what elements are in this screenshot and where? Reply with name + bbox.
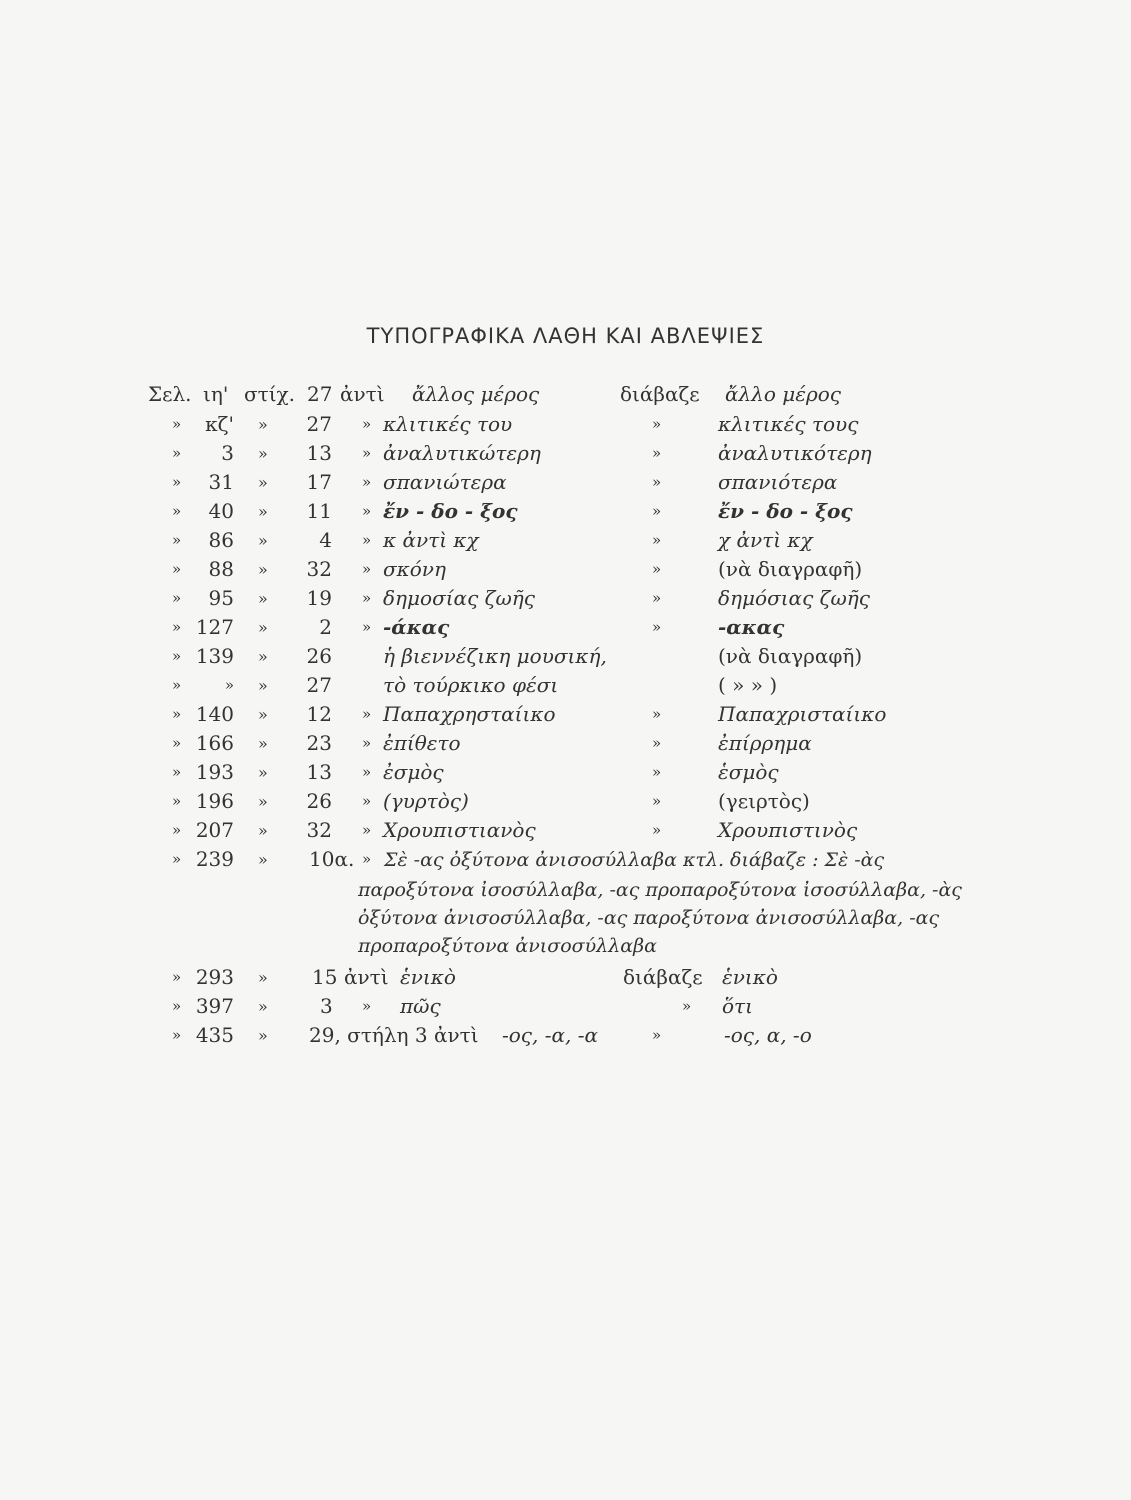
line-ref: 12 xyxy=(306,702,332,726)
ditto-mark: » xyxy=(172,968,182,986)
note-line-2: παροξύτονα ἰσοσύλλαβα, -ας προπαροξύτονα ἰσοσύλλαβα, -ὰς xyxy=(358,879,962,901)
ditto-mark: » xyxy=(172,647,182,665)
right-text: -ος, α, -ο xyxy=(724,1023,812,1047)
page-ref: 139 xyxy=(195,644,234,668)
read-label: διάβαζε xyxy=(623,965,703,989)
ditto-mark: » xyxy=(258,968,268,987)
line-ref: 32 xyxy=(306,557,332,581)
wrong-text: Χρουπιστιανὸς xyxy=(383,818,536,842)
line-ref: 3 xyxy=(320,994,333,1018)
line-ref: 10α. xyxy=(309,847,355,871)
note-line-1: Σὲ -ας ὀξύτονα ἀνισοσύλλαβα κτλ. διάβαζε : Σὲ -ὰς xyxy=(384,849,885,871)
ditto-mark: » xyxy=(258,618,268,637)
right-text: (γειρτὸς) xyxy=(718,789,810,813)
right-text: χ ἀντὶ κχ xyxy=(718,528,813,552)
errata-row-435 xyxy=(0,1023,1131,1053)
ditto-mark: » xyxy=(258,850,268,869)
ditto-mark: » xyxy=(258,734,268,753)
ditto-mark: » xyxy=(258,792,268,811)
page-ref: 193 xyxy=(195,760,234,784)
line-ref: 23 xyxy=(306,731,332,755)
errata-row xyxy=(0,644,1131,674)
right-text: ὅτι xyxy=(722,994,753,1018)
line-ref: 17 xyxy=(306,470,332,494)
right-text: σπανιότερα xyxy=(718,470,838,494)
line-ref: 19 xyxy=(306,586,332,610)
ditto-mark: » xyxy=(652,531,662,549)
note-line-3: ὀξύτονα ἀνισοσύλλαβα, -ας παροξύτονα ἀνισοσύλλαβα, -ας xyxy=(358,907,940,929)
ditto-mark: » xyxy=(258,589,268,608)
page-ref: κζ' xyxy=(205,412,234,436)
ditto-mark: » xyxy=(258,473,268,492)
ditto-mark: » xyxy=(362,792,372,810)
right-text: ἑσμὸς xyxy=(718,760,779,784)
line-ref: 27 xyxy=(306,673,332,697)
ditto-mark: » xyxy=(172,531,182,549)
ditto-mark: » xyxy=(258,1026,268,1045)
ditto-mark: » xyxy=(652,763,662,781)
ditto-mark: » xyxy=(258,444,268,463)
ditto-mark: » xyxy=(258,560,268,579)
ditto-mark: » xyxy=(362,850,372,868)
line-ref: 2 xyxy=(319,615,332,639)
wrong-text: σπανιώτερα xyxy=(383,470,507,494)
page-ref: 207 xyxy=(195,818,234,842)
page-ref: ιη' xyxy=(203,382,229,406)
ditto-mark: » xyxy=(362,734,372,752)
wrong-text: ἡ βιεννέζικη μουσική, xyxy=(383,644,607,668)
right-text: -ακας xyxy=(718,615,785,639)
ditto-mark: » xyxy=(362,821,372,839)
ditto-mark: » xyxy=(172,734,182,752)
ditto-mark: » xyxy=(652,560,662,578)
wrong-text: ἑνικὸ xyxy=(400,965,456,989)
ditto-mark: » xyxy=(362,763,372,781)
page-ref: 196 xyxy=(195,789,234,813)
ditto-mark: » xyxy=(652,705,662,723)
errata-row xyxy=(0,470,1131,500)
ditto-mark: » xyxy=(172,763,182,781)
ditto-mark: » xyxy=(652,444,662,462)
ditto-mark: » xyxy=(682,997,692,1015)
errata-row xyxy=(0,673,1131,703)
ditto-mark: » xyxy=(258,647,268,666)
ditto-mark: » xyxy=(652,618,662,636)
errata-row xyxy=(0,557,1131,587)
ditto-mark: » xyxy=(362,618,372,636)
anti-label: ἀντὶ xyxy=(344,965,389,989)
page-ref: 397 xyxy=(195,994,234,1018)
page-ref: 86 xyxy=(208,528,234,552)
ditto-mark: » xyxy=(652,1026,662,1044)
ditto-mark: » xyxy=(652,589,662,607)
right-text: Χρουπιστινὸς xyxy=(718,818,858,842)
wrong-text: ἀναλυτικώτερη xyxy=(383,441,541,465)
page-ref: 95 xyxy=(208,586,234,610)
line-ref: 11 xyxy=(306,499,332,523)
wrong-text: ἐσμὸς xyxy=(383,760,444,784)
page-ref: 239 xyxy=(195,847,234,871)
ditto-mark: » xyxy=(362,997,372,1015)
page-ref: 166 xyxy=(195,731,234,755)
ditto-mark: » xyxy=(652,792,662,810)
errata-row xyxy=(0,412,1131,442)
errata-row-397 xyxy=(0,994,1131,1024)
ditto-mark: » xyxy=(172,676,182,694)
ditto-mark: » xyxy=(258,415,268,434)
ditto-mark: » xyxy=(652,473,662,491)
line-ref: 32 xyxy=(306,818,332,842)
line-ref: 27 xyxy=(307,382,333,406)
ditto-mark: » xyxy=(652,734,662,752)
ditto-mark: » xyxy=(652,415,662,433)
line-ref: 13 xyxy=(306,441,332,465)
read-label: διάβαζε xyxy=(620,382,700,406)
errata-row-293 xyxy=(0,965,1131,995)
wrong-text: κλιτικές του xyxy=(383,412,513,436)
page-ref: 31 xyxy=(208,470,234,494)
errata-row-header xyxy=(0,382,1131,412)
right-text: δημόσιας ζωῆς xyxy=(718,586,870,610)
ditto-mark: » xyxy=(362,473,372,491)
wrong-text: (γυρτὸς) xyxy=(383,789,469,813)
page-ref: 40 xyxy=(208,499,234,523)
ditto-mark: » xyxy=(362,705,372,723)
page-ref: 140 xyxy=(195,702,234,726)
line-ref: 4 xyxy=(319,528,332,552)
ditto-mark: » xyxy=(258,821,268,840)
errata-row xyxy=(0,760,1131,790)
ditto-mark: » xyxy=(362,589,372,607)
errata-row xyxy=(0,702,1131,732)
ditto-mark: » xyxy=(172,997,182,1015)
page-ref: 435 xyxy=(195,1023,234,1047)
ditto-mark: » xyxy=(172,502,182,520)
ditto-mark: » xyxy=(172,792,182,810)
wrong-text: πῶς xyxy=(400,994,441,1018)
ditto-mark: » xyxy=(362,560,372,578)
errata-row xyxy=(0,528,1131,558)
ditto-mark: » xyxy=(362,502,372,520)
ditto-mark: » xyxy=(172,444,182,462)
ditto-mark: » xyxy=(258,997,268,1016)
ditto-mark: » xyxy=(172,821,182,839)
right-text: ἀναλυτικότερη xyxy=(718,441,872,465)
ditto-mark: » xyxy=(172,560,182,578)
errata-row xyxy=(0,441,1131,471)
page-ref: 88 xyxy=(208,557,234,581)
ditto-mark: » xyxy=(172,1026,182,1044)
errata-row xyxy=(0,499,1131,529)
line-ref: 26 xyxy=(306,644,332,668)
wrong-text: τὸ τούρκικο φέσι xyxy=(383,673,559,697)
ditto-mark: » xyxy=(172,589,182,607)
wrong-text: ἐπίθετο xyxy=(383,731,461,755)
ditto-mark: » xyxy=(362,444,372,462)
page-title: ΤΥΠΟΓΡΑΦΙΚΑ ΛΑΘΗ ΚΑΙ ΑΒΛΕΨΙΕΣ xyxy=(366,324,765,348)
line-ref: 15 xyxy=(312,965,338,989)
errata-row xyxy=(0,818,1131,848)
note-line-4: προπαροξύτονα ἀνισοσύλλαβα xyxy=(358,935,657,957)
ditto-mark: » xyxy=(362,415,372,433)
right-text: κλιτικές τους xyxy=(718,412,859,436)
line-ref: 27 xyxy=(306,412,332,436)
right-text: ἑνικὸ xyxy=(722,965,778,989)
wrong-text: ἔν - δο - ξος xyxy=(383,499,518,523)
ditto-mark: » xyxy=(258,705,268,724)
errata-row xyxy=(0,586,1131,616)
right-text: ἐπίρρημα xyxy=(718,731,812,755)
ditto-mark: » xyxy=(172,415,182,433)
ditto-mark: » xyxy=(258,531,268,550)
page-ref: 3 xyxy=(221,441,234,465)
right-text: Παπαχρισταίικο xyxy=(718,702,887,726)
right-text: ἔν - δο - ξος xyxy=(718,499,853,523)
right-text: (νὰ διαγραφῆ) xyxy=(718,644,863,668)
line-ref: 29, στήλη 3 ἀντὶ xyxy=(309,1023,479,1047)
ditto-mark: » xyxy=(258,502,268,521)
ditto-mark: » xyxy=(362,531,372,549)
wrong-text: δημοσίας ζωῆς xyxy=(383,586,535,610)
ditto-mark: » xyxy=(258,676,268,695)
errata-row xyxy=(0,731,1131,761)
ditto-mark: » xyxy=(172,705,182,723)
ditto-mark: » xyxy=(172,473,182,491)
right-text: ( » » ) xyxy=(718,673,778,697)
ditto-mark: » xyxy=(172,618,182,636)
errata-row xyxy=(0,789,1131,819)
line-ref: 13 xyxy=(306,760,332,784)
wrong-text: -άκας xyxy=(383,615,450,639)
wrong-text: σκόνη xyxy=(383,557,446,581)
sel-label: Σελ. xyxy=(148,382,192,406)
wrong-text: κ ἀντὶ κχ xyxy=(383,528,479,552)
anti-label: ἀντὶ xyxy=(340,382,385,406)
page-ref: » xyxy=(224,676,234,694)
ditto-mark: » xyxy=(652,821,662,839)
page-ref: 293 xyxy=(195,965,234,989)
wrong-text: ἄλλος μέρος xyxy=(412,382,540,406)
right-text: ἄλλο μέρος xyxy=(725,382,841,406)
page-ref: 127 xyxy=(195,615,234,639)
errata-row xyxy=(0,615,1131,645)
ditto-mark: » xyxy=(258,763,268,782)
wrong-text: Παπαχρησταίικο xyxy=(383,702,556,726)
right-text: (νὰ διαγραφῆ) xyxy=(718,557,863,581)
stix-label: στίχ. xyxy=(244,382,296,406)
line-ref: 26 xyxy=(306,789,332,813)
ditto-mark: » xyxy=(652,502,662,520)
wrong-text: -ος, -α, -α xyxy=(502,1023,598,1047)
ditto-mark: » xyxy=(172,850,182,868)
